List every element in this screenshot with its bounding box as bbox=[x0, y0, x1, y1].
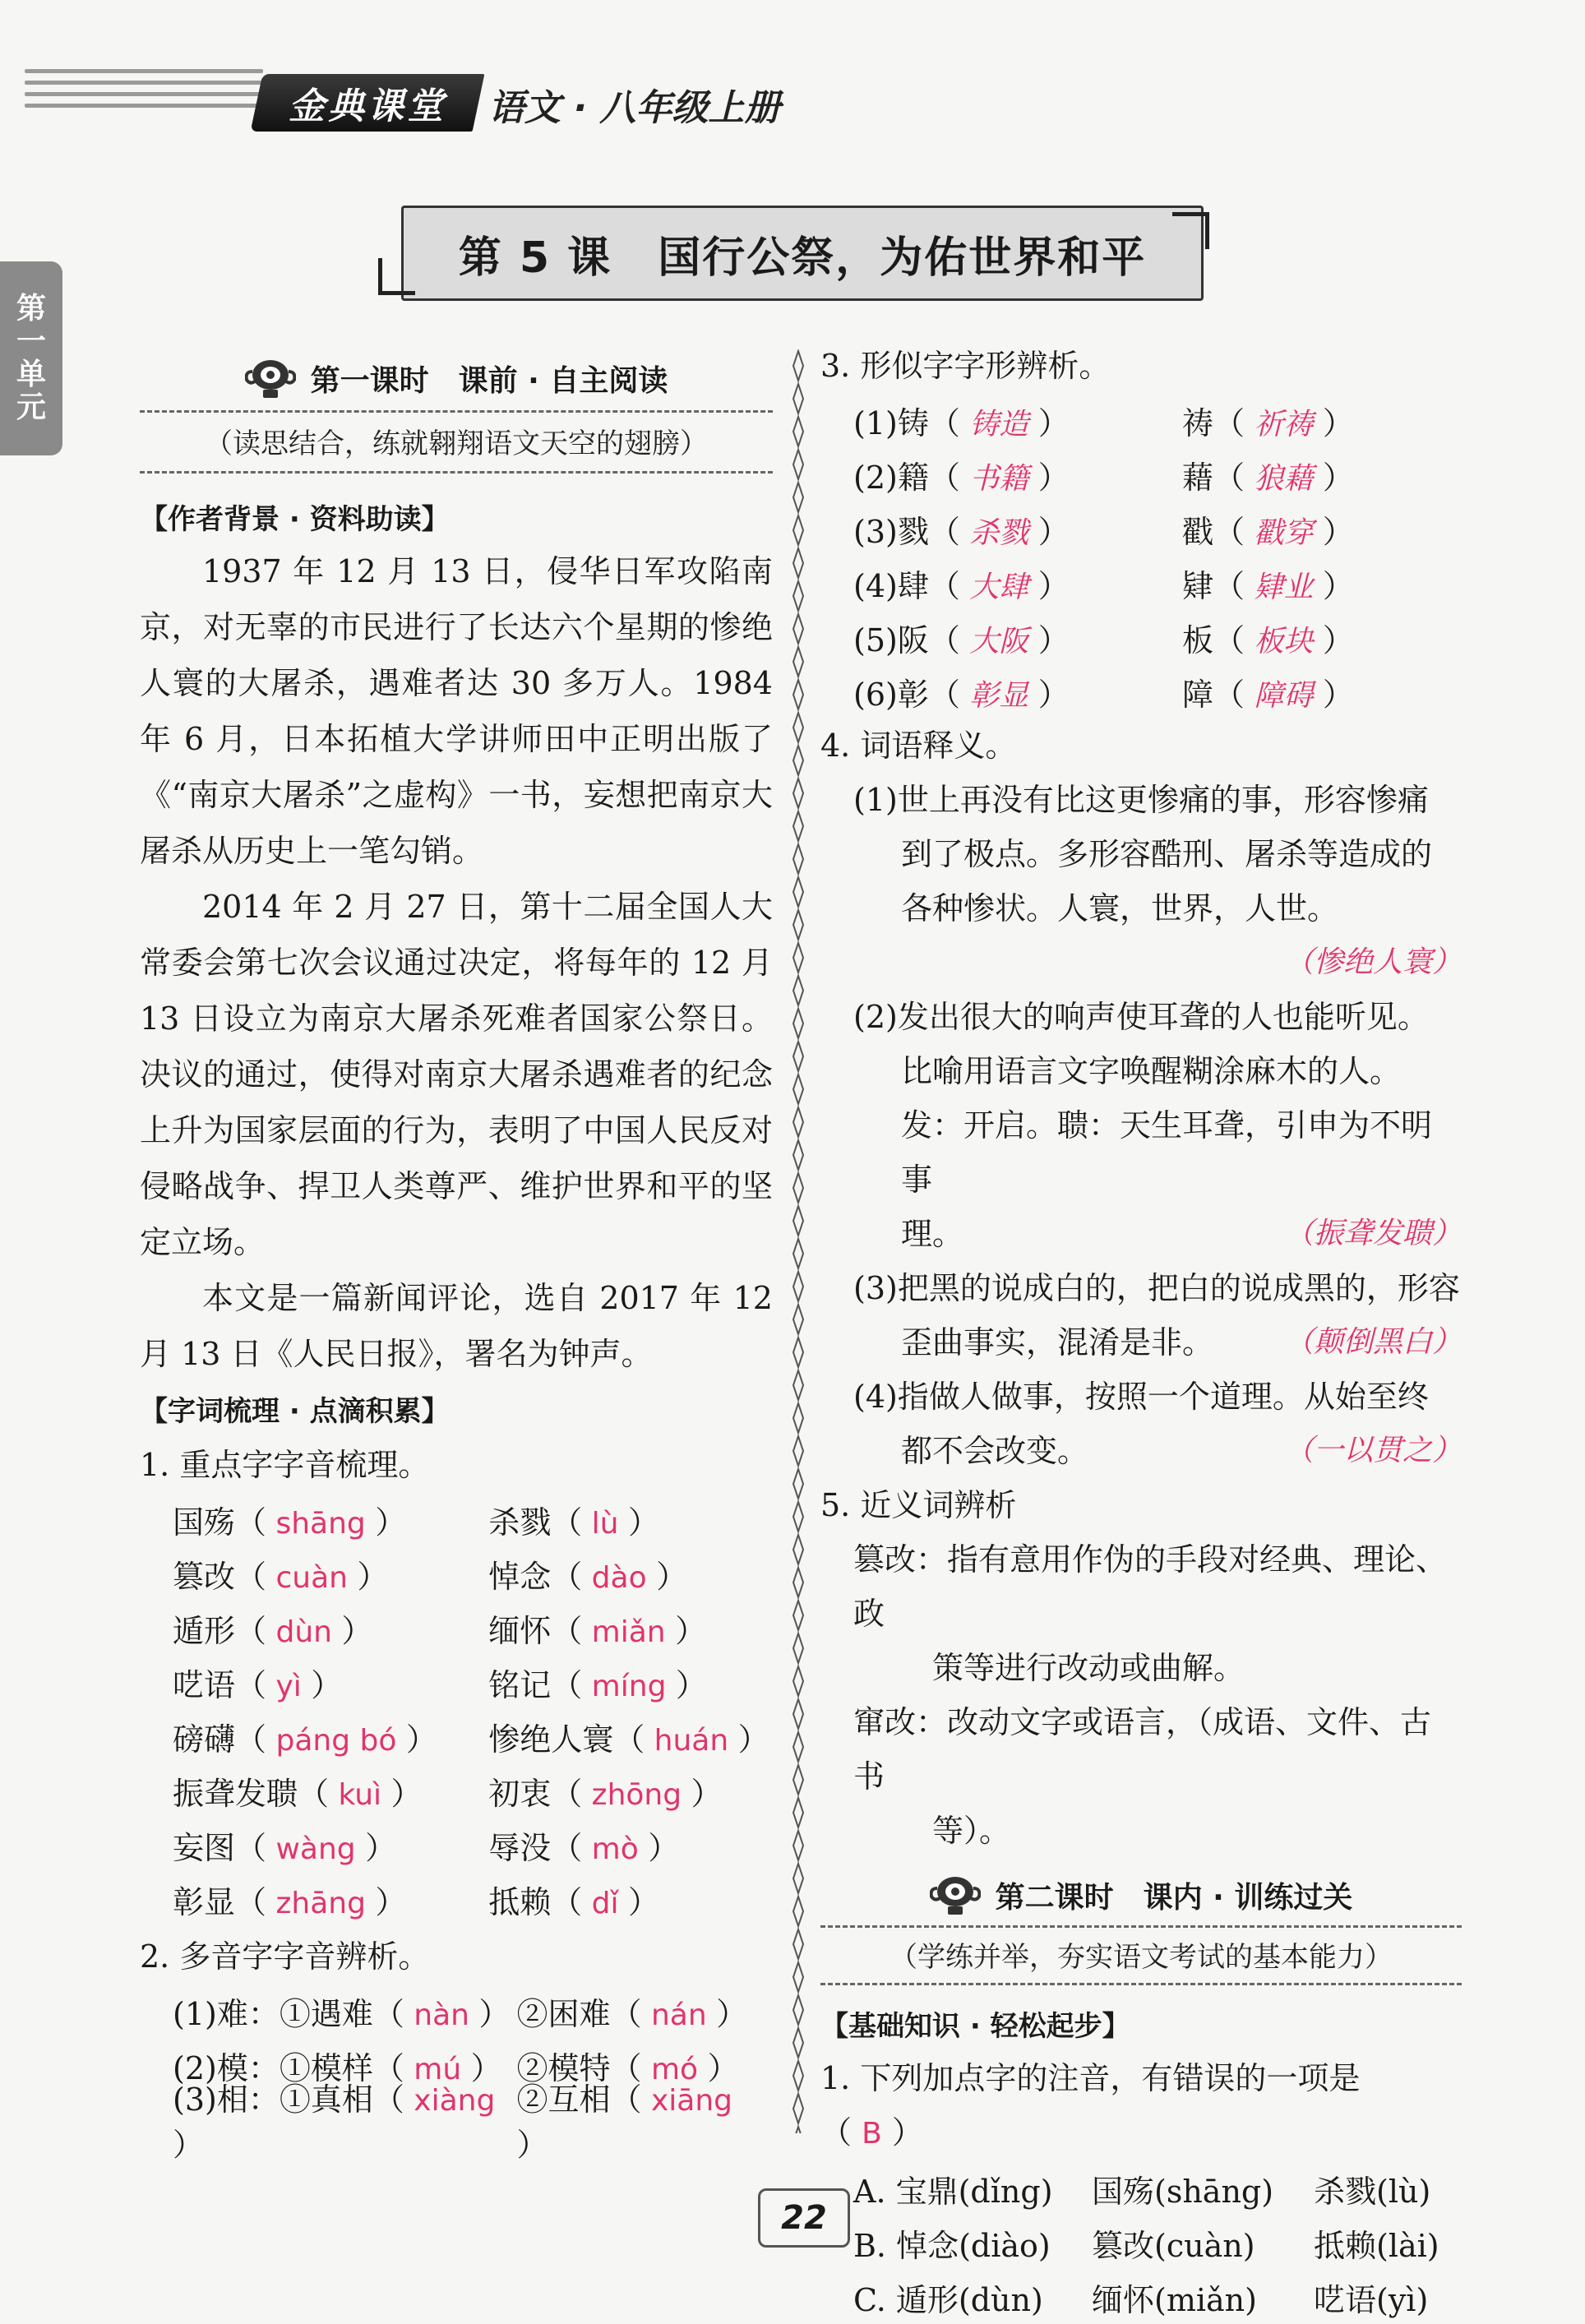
pinyin-answer: xiāng bbox=[641, 2084, 733, 2118]
polyphone-item bbox=[173, 2074, 517, 2165]
word: (2)籍（ bbox=[853, 459, 960, 496]
mc-stem-close: ） bbox=[891, 2114, 923, 2151]
trophy-icon bbox=[245, 357, 296, 400]
char-form-item bbox=[1182, 398, 1445, 443]
paren: ） bbox=[405, 1721, 437, 1758]
column-divider bbox=[791, 349, 806, 2133]
char-form-row bbox=[853, 393, 1462, 447]
brand-name: 金典课堂 bbox=[289, 85, 446, 127]
unit-char: 元 bbox=[16, 390, 46, 424]
word: 篡改 bbox=[173, 1558, 236, 1595]
pinyin-answer: zhōng bbox=[582, 1777, 691, 1812]
word: 惨绝人寰 bbox=[488, 1721, 614, 1758]
char-answer: 板块 bbox=[1245, 624, 1323, 658]
definition-line: 都不会改变。 bbox=[901, 1433, 1089, 1469]
background-paragraph: 1937 年 12 月 13 日，侵华日军攻陷南京，对无辜的市民进行了长达六个星期的惨绝人寰的大屠杀，遇难者达 30 多万人。1984 年 6 月，日本拓植大学讲师田中正明出版了《“南京大屠杀”之虚构》一书，妄想把南京大屠杀从历史上一笔勾销。 bbox=[140, 553, 773, 869]
mc-question-stem bbox=[820, 2051, 1462, 2161]
char-form-item bbox=[1182, 506, 1445, 552]
word: (3)相：①真相（ bbox=[173, 2081, 404, 2118]
char-answer: 戳穿 bbox=[1245, 515, 1323, 550]
polyphone-list bbox=[140, 1984, 773, 2163]
pronunciation-item bbox=[488, 1551, 773, 1596]
definition-line: (2)发出很大的响声使耳聋的人也能听见。 bbox=[853, 999, 1429, 1035]
definition-item bbox=[853, 1370, 1462, 1478]
char-form-item bbox=[853, 452, 1182, 497]
section-title: 第二课时 课内 · 训练过关 bbox=[995, 1880, 1353, 1915]
mc-option-b: 国殇(shāng) bbox=[1092, 2173, 1274, 2210]
paren: ） bbox=[656, 1558, 688, 1595]
left-column bbox=[140, 349, 773, 2163]
pinyin-answer: zhāng bbox=[266, 1886, 376, 1920]
pronunciation-row bbox=[173, 1601, 773, 1655]
paren: ） bbox=[1037, 621, 1070, 658]
char-form-row bbox=[853, 501, 1462, 556]
char-form-item bbox=[1182, 561, 1445, 606]
pinyin-answer: kuì bbox=[329, 1777, 391, 1812]
paren: ） bbox=[1037, 567, 1070, 604]
word: 祷（ bbox=[1182, 404, 1245, 441]
paren: ） bbox=[173, 2127, 205, 2163]
pinyin-answer: dào bbox=[582, 1560, 657, 1595]
paren: （ bbox=[298, 1775, 330, 1812]
word: (1)难：①遇难（ bbox=[173, 1995, 404, 2032]
mc-option-b: 缅怀(miǎn) bbox=[1092, 2281, 1257, 2318]
page-number: 22 bbox=[758, 2188, 850, 2248]
mc-answer: B bbox=[862, 2117, 882, 2151]
pinyin-answer: lù bbox=[582, 1506, 628, 1541]
pronunciation-item bbox=[488, 1877, 773, 1922]
synonym-item bbox=[853, 1695, 1462, 1858]
synonym-item bbox=[853, 1532, 1462, 1695]
pinyin-answer: míng bbox=[582, 1669, 676, 1703]
pronunciation-item bbox=[488, 1497, 773, 1542]
char-form-item bbox=[853, 398, 1182, 443]
paren: ） bbox=[648, 1829, 680, 1866]
mc-option-a: A. 宝鼎(dǐng) bbox=[853, 2173, 1053, 2210]
word: 悼念 bbox=[488, 1558, 552, 1595]
paren: ） bbox=[627, 1504, 659, 1541]
synonym-line: 窜改：改动文字或语言，（成语、文件、古书 bbox=[853, 1704, 1432, 1795]
paren: （ bbox=[551, 1666, 583, 1703]
mc-option-c: 杀戮(lù) bbox=[1314, 2173, 1431, 2210]
mc-option-a: C. 遁形(dùn) bbox=[853, 2281, 1043, 2318]
word: 振聋发聩 bbox=[173, 1775, 298, 1812]
paren: ） bbox=[390, 1775, 423, 1812]
unit-side-tab bbox=[0, 261, 62, 455]
paren: （ bbox=[235, 1721, 267, 1758]
pronunciation-row bbox=[173, 1655, 773, 1709]
pronunciation-item bbox=[488, 1823, 773, 1868]
paren: ） bbox=[516, 2127, 548, 2163]
polyphone-item bbox=[517, 2074, 773, 2165]
question-5-title: 5. 近义词辨析 bbox=[820, 1487, 1017, 1523]
paren: （ bbox=[551, 1775, 583, 1812]
polyphone-item bbox=[517, 1989, 773, 2034]
synonym-line: 策等进行改动或曲解。 bbox=[932, 1650, 1245, 1686]
definition-line: (3)把黑的说成白的，把白的说成黑的，形容 bbox=[853, 1270, 1460, 1306]
pronunciation-item bbox=[173, 1714, 488, 1759]
paren: （ bbox=[235, 1829, 267, 1866]
question-1-title: 1. 重点字字音梳理。 bbox=[140, 1447, 430, 1483]
word: (1)铸（ bbox=[853, 404, 960, 441]
unit-char: 单 bbox=[16, 358, 46, 391]
pinyin-answer: nàn bbox=[404, 1998, 479, 2032]
pinyin-answer: cuàn bbox=[266, 1560, 358, 1595]
char-answer: 障碍 bbox=[1245, 678, 1323, 713]
pronunciation-row bbox=[173, 1818, 773, 1872]
definition-line: 到了极点。多形容酷刑、屠杀等造成的 bbox=[901, 836, 1433, 872]
mc-option-row bbox=[853, 2270, 1462, 2324]
char-form-item bbox=[1182, 452, 1445, 497]
mc-option-c: 抵赖(lài) bbox=[1314, 2227, 1439, 2264]
pinyin-answer: dùn bbox=[266, 1615, 342, 1649]
polyphone-row bbox=[173, 2081, 773, 2163]
paren: ） bbox=[675, 1666, 707, 1703]
char-answer: 书籍 bbox=[959, 461, 1038, 496]
definition-line: (1)世上再没有比这更惨痛的事，形容惨痛 bbox=[853, 782, 1429, 818]
char-form-item bbox=[853, 561, 1182, 606]
definition-answer: （一以贯之） bbox=[1283, 1434, 1462, 1467]
background-header: 【作者背景 · 资料助读】 bbox=[140, 503, 450, 536]
word: (5)阪（ bbox=[853, 621, 960, 658]
paren: ） bbox=[1037, 513, 1070, 550]
dashed-rule bbox=[820, 1983, 1462, 1985]
background-paragraph: 本文是一篇新闻评论，选自 2017 年 12 月 13 日《人民日报》，署名为钟声。 bbox=[140, 1280, 773, 1372]
definition-list bbox=[820, 773, 1462, 1478]
char-form-item bbox=[853, 506, 1182, 552]
dashed-rule bbox=[140, 410, 773, 413]
pronunciation-item bbox=[173, 1606, 488, 1651]
lesson-number: 第 5 课 bbox=[458, 233, 612, 283]
word: 戳（ bbox=[1182, 513, 1245, 550]
pronunciation-item bbox=[173, 1877, 488, 1922]
pinyin-answer: xiàng bbox=[404, 2084, 496, 2118]
paren: （ bbox=[551, 1558, 583, 1595]
synonym-line: 等）。 bbox=[932, 1813, 1011, 1849]
paren: （ bbox=[235, 1558, 267, 1595]
word: 板（ bbox=[1182, 621, 1245, 658]
paren: ） bbox=[478, 1995, 511, 2032]
book-subject: 语文 · 八年级上册 bbox=[488, 87, 781, 129]
dashed-rule bbox=[820, 1925, 1462, 1928]
definition-item bbox=[853, 773, 1462, 990]
pronunciation-item bbox=[488, 1714, 773, 1759]
char-form-row bbox=[853, 610, 1462, 664]
pronunciation-item bbox=[173, 1823, 488, 1868]
word: 障（ bbox=[1182, 676, 1245, 713]
word: 呓语 bbox=[173, 1666, 236, 1703]
pronunciation-row bbox=[173, 1709, 773, 1763]
paren: （ bbox=[235, 1504, 267, 1541]
paren: ） bbox=[707, 2049, 739, 2086]
question-3-title: 3. 形似字字形辨析。 bbox=[820, 348, 1111, 384]
word: (4)肆（ bbox=[853, 567, 960, 604]
paren: ） bbox=[691, 1775, 723, 1812]
word: 辱没 bbox=[488, 1829, 552, 1866]
word: 抵赖 bbox=[488, 1883, 552, 1920]
char-answer: 狼藉 bbox=[1245, 461, 1323, 496]
section-header-1 bbox=[140, 349, 773, 407]
question-2-title: 2. 多音字字音辨析。 bbox=[140, 1938, 430, 1975]
pinyin-answer: wàng bbox=[266, 1832, 366, 1866]
question-4-title: 4. 词语释义。 bbox=[820, 728, 1017, 764]
mc-stem-text: 1. 下列加点字的注音，有错误的一项是（ bbox=[820, 2060, 1361, 2151]
paren: （ bbox=[551, 1612, 583, 1649]
paren: （ bbox=[235, 1883, 267, 1920]
paren: ） bbox=[1322, 513, 1354, 550]
mc-option-row bbox=[853, 2215, 1462, 2270]
definition-line: 各种惨状。人寰，世界，人世。 bbox=[901, 890, 1339, 926]
paren: （ bbox=[551, 1883, 583, 1920]
pinyin-answer: mú bbox=[404, 2052, 471, 2086]
paren: ） bbox=[375, 1883, 407, 1920]
brand-badge bbox=[251, 74, 485, 132]
char-form-row bbox=[853, 664, 1462, 718]
section-header-2 bbox=[820, 1864, 1462, 1925]
paren: ） bbox=[375, 1504, 407, 1541]
word: 妄图 bbox=[173, 1829, 236, 1866]
paren: （ bbox=[613, 1721, 645, 1758]
pronunciation-row bbox=[173, 1546, 773, 1601]
pinyin-answer: yì bbox=[266, 1669, 312, 1703]
synonym-line: 篡改：指有意用作伪的手段对经典、理论、政 bbox=[853, 1541, 1448, 1632]
paren: ） bbox=[1322, 459, 1354, 496]
background-paragraph: 2014 年 2 月 27 日，第十二届全国人大常委会第七次会议通过决定，将每年的 12 月 13 日设立为南京大屠杀死难者国家公祭日。决议的通过，使得对南京大屠杀遇难者的纪念上升为国家层面的行为，表明了中国人民反对侵略战争、捍卫人类尊严、维护世界和平的坚定立场。 bbox=[140, 889, 773, 1260]
title-corner-decoration bbox=[378, 258, 415, 295]
pronunciation-item bbox=[488, 1660, 773, 1705]
paren: ） bbox=[1322, 621, 1354, 658]
pronunciation-row bbox=[173, 1872, 773, 1926]
unit-char: 第 bbox=[16, 292, 46, 326]
definition-line: 歪曲事实，混淆是非。 bbox=[901, 1324, 1214, 1361]
section-subtitle: （读思结合，练就翱翔语文天空的翅膀） bbox=[205, 427, 708, 460]
paren: ） bbox=[1037, 676, 1070, 713]
char-answer: 大肆 bbox=[959, 570, 1038, 604]
definition-line: 发：开启。聩：天生耳聋，引申为不明事 bbox=[901, 1107, 1433, 1198]
mc-options bbox=[820, 2161, 1462, 2324]
paren: ） bbox=[470, 2049, 502, 2086]
word: 彰显 bbox=[173, 1883, 236, 1920]
pinyin-answer: nán bbox=[641, 1998, 717, 2032]
unit-char: 一 bbox=[16, 325, 46, 358]
pinyin-answer: mó bbox=[641, 2052, 708, 2086]
polyphone-item bbox=[173, 1989, 517, 2034]
char-form-item bbox=[853, 615, 1182, 660]
word: (2)模：①模样（ bbox=[173, 2049, 404, 2086]
trophy-icon bbox=[930, 1874, 981, 1916]
definition-item bbox=[853, 990, 1462, 1261]
definition-item bbox=[853, 1261, 1462, 1370]
paren: ） bbox=[357, 1558, 389, 1595]
pronunciation-list bbox=[140, 1492, 773, 1926]
basic-knowledge-header: 【基础知识 · 轻松起步】 bbox=[820, 2010, 1130, 2043]
char-answer: 彰显 bbox=[959, 678, 1038, 713]
header-decoration bbox=[25, 69, 263, 127]
word: 遁形 bbox=[173, 1612, 236, 1649]
pinyin-answer: miǎn bbox=[582, 1615, 676, 1649]
pronunciation-row bbox=[173, 1763, 773, 1818]
pronunciation-item bbox=[488, 1606, 773, 1651]
word: 国殇 bbox=[173, 1504, 236, 1541]
vocab-header: 【字词梳理 · 点滴积累】 bbox=[140, 1395, 450, 1428]
section-subtitle: （学练并举，夯实语文考试的基本能力） bbox=[890, 1941, 1393, 1974]
char-answer: 祈祷 bbox=[1245, 407, 1323, 441]
paren: （ bbox=[235, 1666, 267, 1703]
paren: ） bbox=[1322, 676, 1354, 713]
definition-line: 理。 bbox=[901, 1216, 964, 1252]
char-form-row bbox=[853, 556, 1462, 610]
paren: ） bbox=[675, 1612, 707, 1649]
section-title: 第一课时 课前 · 自主阅读 bbox=[310, 363, 668, 398]
word: 缅怀 bbox=[488, 1612, 552, 1649]
mc-option-a: B. 悼念(diào) bbox=[853, 2227, 1051, 2264]
paren: ） bbox=[1322, 567, 1354, 604]
title-corner-decoration bbox=[1172, 212, 1209, 249]
char-form-item bbox=[1182, 615, 1445, 660]
pinyin-answer: mò bbox=[582, 1832, 649, 1866]
pinyin-answer: shāng bbox=[266, 1506, 376, 1541]
word: 铭记 bbox=[488, 1666, 552, 1703]
mc-option-b: 篡改(cuàn) bbox=[1092, 2227, 1255, 2264]
pinyin-answer: dǐ bbox=[582, 1886, 628, 1920]
pronunciation-item bbox=[173, 1660, 488, 1705]
pronunciation-item bbox=[173, 1768, 488, 1813]
paren: ） bbox=[341, 1612, 373, 1649]
paren: ） bbox=[716, 1995, 748, 2032]
lesson-title bbox=[401, 206, 1204, 301]
char-form-item bbox=[1182, 669, 1445, 714]
mc-option-c: 呓语(yì) bbox=[1314, 2281, 1429, 2318]
char-answer: 杀戮 bbox=[959, 515, 1038, 550]
word: ②模特（ bbox=[516, 2049, 642, 2086]
lesson-name: 国行公祭，为佑世界和平 bbox=[658, 233, 1147, 283]
dashed-rule bbox=[140, 471, 773, 474]
word: 杀戮 bbox=[488, 1504, 552, 1541]
polyphone-row bbox=[173, 1984, 773, 2038]
pinyin-answer: huán bbox=[645, 1723, 738, 1758]
paren: ） bbox=[627, 1883, 659, 1920]
char-answer: 铸造 bbox=[959, 407, 1038, 441]
synonym-list bbox=[820, 1532, 1462, 1858]
paren: ） bbox=[311, 1666, 343, 1703]
paren: ） bbox=[737, 1721, 769, 1758]
pronunciation-item bbox=[488, 1768, 773, 1813]
right-column bbox=[820, 339, 1462, 2324]
word: ②困难（ bbox=[516, 1995, 642, 2032]
pronunciation-item bbox=[173, 1497, 488, 1542]
paren: （ bbox=[551, 1829, 583, 1866]
char-form-item bbox=[853, 669, 1182, 714]
character-form-list bbox=[820, 393, 1462, 718]
definition-line: (4)指做人做事，按照一个道理。从始至终 bbox=[853, 1379, 1429, 1415]
definition-answer: （惨绝人寰） bbox=[1283, 945, 1462, 979]
word: 藉（ bbox=[1182, 459, 1245, 496]
pinyin-answer: páng bó bbox=[266, 1723, 406, 1758]
paren: ） bbox=[1037, 404, 1070, 441]
word: (3)戮（ bbox=[853, 513, 960, 550]
word: 磅礴 bbox=[173, 1721, 236, 1758]
mc-option-row bbox=[853, 2161, 1462, 2215]
word: ②互相（ bbox=[516, 2081, 642, 2118]
char-answer: 大阪 bbox=[959, 624, 1038, 658]
paren: ） bbox=[1322, 404, 1354, 441]
word: 肄（ bbox=[1182, 567, 1245, 604]
char-answer: 肄业 bbox=[1245, 570, 1323, 604]
pronunciation-item bbox=[173, 1551, 488, 1596]
char-form-row bbox=[853, 447, 1462, 501]
definition-line: 比喻用语言文字唤醒糊涂麻木的人。 bbox=[901, 1053, 1402, 1089]
definition-answer: （振聋发聩） bbox=[1283, 1217, 1462, 1250]
word: 初衷 bbox=[488, 1775, 552, 1812]
paren: （ bbox=[551, 1504, 583, 1541]
definition-answer: （颠倒黑白） bbox=[1283, 1325, 1462, 1359]
paren: （ bbox=[235, 1612, 267, 1649]
word: (6)彰（ bbox=[853, 676, 960, 713]
paren: ） bbox=[1037, 459, 1070, 496]
paren: ） bbox=[365, 1829, 397, 1866]
pronunciation-row bbox=[173, 1492, 773, 1546]
